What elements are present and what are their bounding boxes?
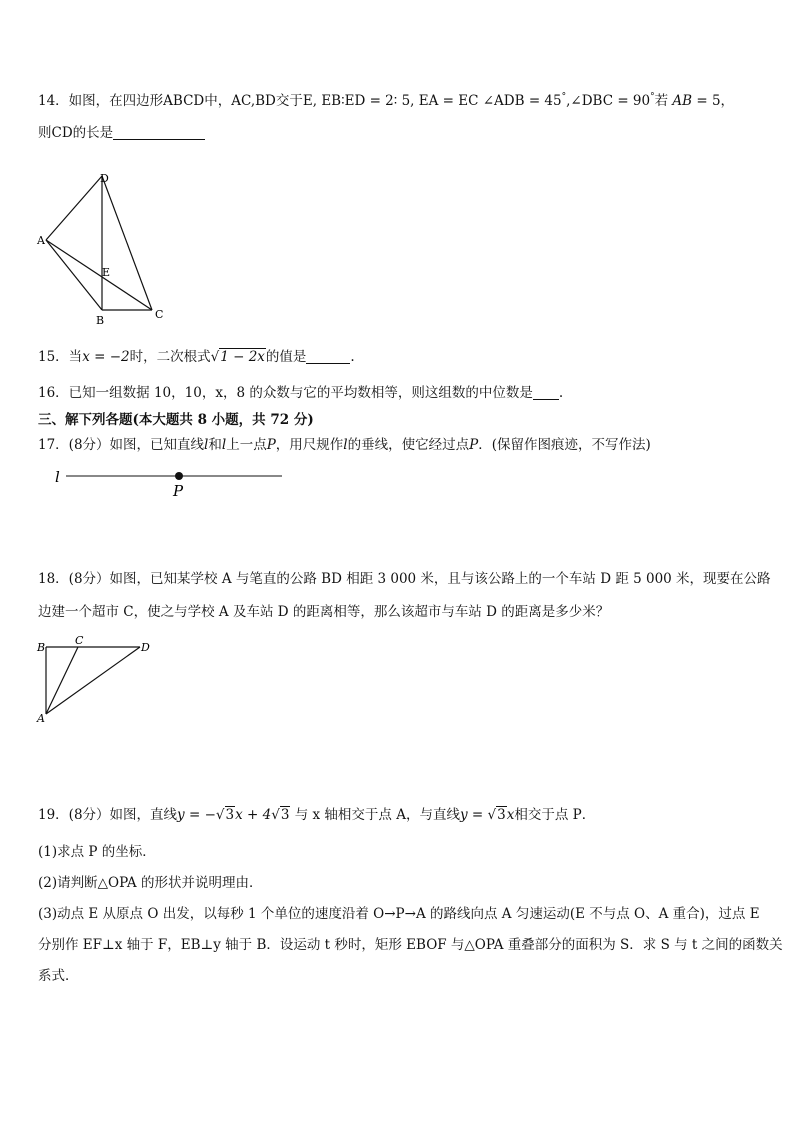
q14-answer-blank xyxy=(113,125,205,140)
q14-label-e: E xyxy=(102,266,111,279)
q14-deg-2: ° xyxy=(650,92,655,102)
q17-text-f: ．(保留作图痕迹，不写作法) xyxy=(478,437,651,453)
q16-end: . xyxy=(558,385,564,401)
q15-answer-blank xyxy=(306,349,350,364)
q14-seg-ab xyxy=(46,240,102,310)
q19-eq1-x: x + 4 xyxy=(235,807,272,823)
q14-text-a: 14．如图，在四边形ABCD中，AC,BD交于E, EB∶ED = 2∶ 5, EA = EC ∠ADB = 45 xyxy=(38,93,562,109)
q17-line xyxy=(38,436,651,454)
q19-text-b: 与 x 轴相交于点 A，与直线 xyxy=(294,807,460,823)
q14-label-a: A xyxy=(37,234,45,247)
q17-label-p: P xyxy=(173,482,184,500)
q18-label-d: D xyxy=(141,641,150,654)
q18-label-a: A xyxy=(37,712,45,725)
q17-l-1: l xyxy=(204,437,209,453)
q14-seg-ac xyxy=(46,240,152,310)
q17-text-e: 的垂线，使它经过点 xyxy=(347,437,470,453)
q17-text-a: 17．(8分）如图，已知直线 xyxy=(38,437,205,453)
q18-label-c: C xyxy=(75,634,84,647)
q15-text-a: 15．当 xyxy=(38,349,83,365)
q17-l-3: l xyxy=(343,437,348,453)
q15-radical: √1 − 2x xyxy=(210,349,265,365)
q14-label-c: C xyxy=(155,308,164,321)
q19-eq1-eq: = − xyxy=(184,807,216,823)
q17-label-l: l xyxy=(55,468,60,486)
q19-eq2-y: y xyxy=(459,807,468,823)
q17-point-p xyxy=(175,472,183,480)
q14-seg-dc xyxy=(102,176,152,310)
q18-line2: 边建一个超市 C，使之与学校 A 及车站 D 的距离相等，那么该超市与车站 D 的距离是多少米？ xyxy=(38,604,610,620)
q19-text-a: 19．(8分）如图，直线 xyxy=(38,807,178,823)
q19-line xyxy=(38,806,595,824)
q14-text-b: ,∠DBC = 90 xyxy=(566,93,651,109)
q19-eq1-sqrt2: √3 xyxy=(271,807,290,823)
q14-seg-ad xyxy=(46,176,102,240)
q19-eq2-sqrt: √3 xyxy=(487,807,506,823)
q14-figure xyxy=(32,168,172,330)
q19-eq1-sqrt1: √3 xyxy=(215,807,235,823)
q17-text-c: 上一点 xyxy=(226,437,267,453)
q16-text: 16．已知一组数据 10，10，x，8 的众数与它的平均数相等，则这组数的中位数是 xyxy=(38,385,533,401)
q15-cond: x = −2 xyxy=(82,349,130,365)
q19-eq1-r2: 3 xyxy=(280,807,290,823)
q19-part3-line1: (3)动点 E 从原点 O 出发，以每秒 1 个单位的速度沿着 O→P→A 的路线向点 A 匀速运动(E 不与点 O、A 重合)，过点 E xyxy=(38,906,760,922)
section3-title: 三、解下列各题(本大题共 8 小题，共 72 分) xyxy=(38,412,314,428)
q19-eq2-x: x xyxy=(506,807,515,823)
q15-text-c: 的值是 xyxy=(265,349,307,365)
q15-end: . xyxy=(350,349,355,365)
q19-part1: (1)求点 P 的坐标． xyxy=(38,844,156,860)
q19-part3-line3: 系式． xyxy=(38,968,79,984)
q18-seg-ac xyxy=(46,647,78,714)
q15-radicand: 1 − 2x xyxy=(220,349,265,365)
q14-ab-val: = 5， xyxy=(692,93,735,109)
q14-ab: AB xyxy=(672,93,693,109)
q19-eq2-r: 3 xyxy=(497,807,506,823)
q14-deg-1: ° xyxy=(561,92,567,102)
q14-question: 则CD的长是 xyxy=(38,125,114,141)
q18-label-b: B xyxy=(37,641,46,654)
q14-text-c: 若 xyxy=(654,93,673,109)
q19-part3-line2: 分别作 EF⊥x 轴于 F，EB⊥y 轴于 B．设运动 t 秒时，矩形 EBOF 与△OPA 重叠部分的面积为 S．求 S 与 t 之间的函数关 xyxy=(38,937,783,953)
q15-text-b: 时，二次根式 xyxy=(129,349,211,365)
q17-text-b: 和 xyxy=(208,437,222,453)
q15-line xyxy=(38,348,355,366)
q17-p-1: P xyxy=(266,437,276,453)
q17-figure xyxy=(50,462,290,502)
q16-answer-blank xyxy=(533,385,559,400)
q19-eq1-r1: 3 xyxy=(225,807,235,823)
q17-p-2: P xyxy=(469,437,479,453)
q19-eq2-eq: = xyxy=(467,807,488,823)
q14-line1 xyxy=(38,88,734,110)
q14-line2 xyxy=(38,124,205,142)
q18-seg-ad xyxy=(46,647,140,714)
q18-line1: 18．(8分）如图，已知某学校 A 与笔直的公路 BD 相距 3 000 米，且与该公路上的一个车站 D 距 5 000 米，现要在公路 xyxy=(38,571,771,587)
q19-eq1-y: y xyxy=(177,807,185,823)
q16-line xyxy=(38,384,563,402)
q19-part2: (2)请判断△OPA 的形状并说明理由． xyxy=(38,875,263,891)
q17-l-2: l xyxy=(221,437,227,453)
q14-label-b: B xyxy=(96,314,105,327)
q14-label-d: D xyxy=(100,172,109,185)
q18-figure xyxy=(34,634,164,726)
q19-text-c: 相交于点 P． xyxy=(514,807,596,823)
q17-text-d: ，用尺规作 xyxy=(275,437,344,453)
